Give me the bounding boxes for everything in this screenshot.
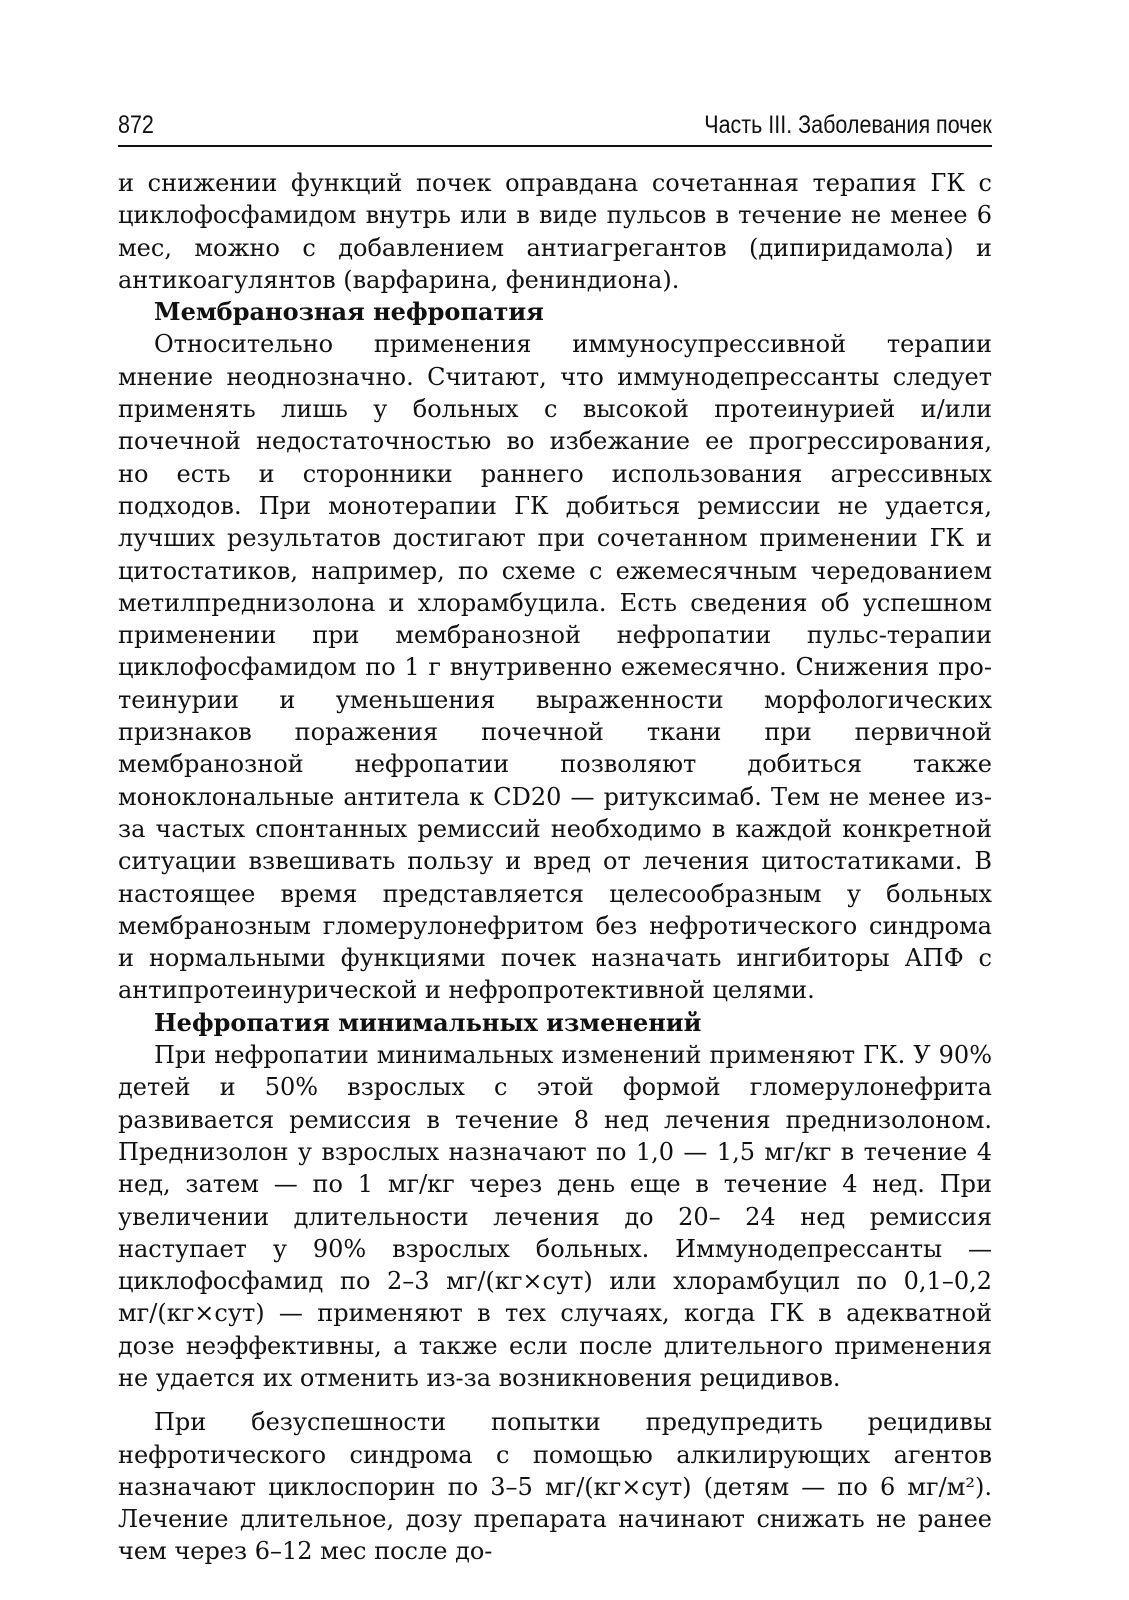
section-paragraph: При нефропатии минимальных изменений применяют ГК. У 90% детей и 50% взрослых с этой формой гломерулонефрита развивается ремиссия в течение 8 нед лечения преднизолоном. Преднизолон у взрослых назначают по 1,0 — 1,5 мг/кг в течение 4 нед, затем — по 1 мг/кг через день еще в течение 4 нед. При увеличении длительности лечения до 20– 24 нед ремиссия наступает у 90% взрослых больных. Иммунодепрессанты — циклофосфамид по 2–3 мг/(кг×сут) или хлорамбуцил по 0,1–0,2 мг/(кг×сут) — применяют в тех случаях, когда ГК в адекватной дозе неэффективны, а также если после длительного применения не удается их отменить из-за возникновения рецидивов.	[118, 1041, 992, 1392]
running-header	[118, 110, 992, 140]
section-paragraph: Относительно применения иммуносупрессивной терапии мнение неоднозначно. Считают, что иммунодепрессанты следует применять лишь у больных с высокой протеинурией и/или почечной недостаточностью во избежание ее прогрессирования, но есть и сторонники раннего использования агрессивных подходов. При монотерапии ГК добиться ремиссии не удается, лучших результатов достигают при сочетанном применении ГК и цитостатиков, например, по схеме с ежемесячным чередованием метилпреднизолона и хлорамбуцила. Есть сведения об успешном применении при мембранозной нефропатии пульс-терапии циклофосфамидом по 1 г внутривенно ежемесячно. Снижения протеинурии и уменьшения выраженности морфологических признаков поражения почечной ткани при первичной мембранозной нефропатии позволяют добиться также моноклональные антитела к CD20 — ритуксимаб. Тем не менее из-за частых спонтанных ремиссий необходимо в каждой конкретной ситуации взвешивать пользу и вред от лечения цитостатиками. В настоящее время представляется целесообразным у больных мембранозным гломерулонефритом без нефротического синдрома и нормальными функциями почек назначать ингибиторы АПФ с антипротеинурической и нефропротективной целями.	[118, 330, 992, 1005]
header-rule	[118, 145, 992, 147]
body-text	[118, 167, 992, 1568]
section-paragraph: При безуспешности попытки предупредить рецидивы нефротического синдрома с помощью алкилирующих агентов назначают циклоспорин по 3–5 мг/(кг×сут) (детям — по 6 мг/м²). Лечение длительное, дозу препарата начинают снижать не ранее чем через 6–12 мес после до-	[118, 1408, 992, 1566]
section-heading-minimal-change-nephropathy: Нефропатия минимальных изменений	[154, 1007, 702, 1037]
running-title: Часть III. Заболевания почек	[704, 111, 992, 139]
section-heading-membranous-nephropathy: Мембранозная нефропатия	[154, 297, 544, 327]
page-number: 872	[118, 111, 154, 139]
intro-paragraph: и снижении функций почек оправдана сочетанная терапия ГК с циклофосфамидом внутрь или в виде пульсов в течение не менее 6 мес, можно с добавлением антиагрегантов (дипиридамола) и антикоагулянтов (варфарина, фениндиона).	[118, 169, 992, 294]
